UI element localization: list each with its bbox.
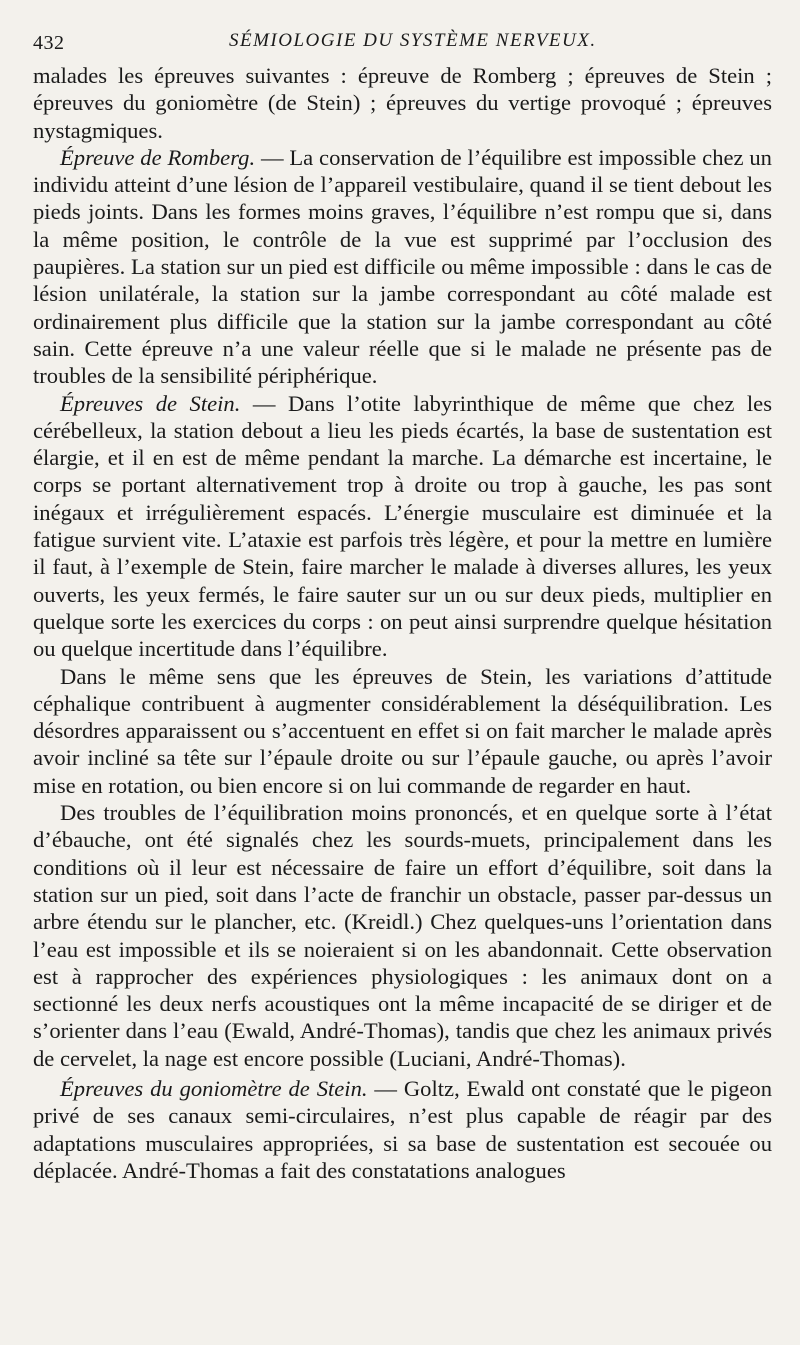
section-heading-stein: Épreuves de Stein. [60, 390, 241, 416]
paragraph-text: — La conservation de l’équilibre est impossible chez un individu atteint d’une lésion de l’appareil vestibulaire, quand il se tient debout les pieds joints. Dans les formes moins graves, l’équilibre n’est rompu que si, dans la même position, le contrôle de la vue est supprimé par l’occlusion des paupières. La station sur un pied est difficile ou même impossible : dans le cas de lésion unilatérale, la station sur la jambe correspondant au côté malade est ordinairement plus difficile que la station sur la jambe correspondant au côté sain. Cette épreuve n’a une valeur réelle que si le malade ne présente pas de troubles de la sensibilité périphérique. [33, 144, 772, 389]
page-header [33, 0, 772, 62]
section-heading-romberg: Épreuve de Romberg. [60, 144, 256, 170]
body-text [33, 62, 772, 1184]
paragraph-romberg [33, 144, 772, 390]
paragraph-text: — Goltz, Ewald ont constaté que le pigeon privé de ses canaux semi-circulaires, n’est plus capable de réagir par des adaptations musculaires appropriées, si sa base de sustentation est secouée ou déplacée. André-Thomas a fait des constatations analogues [33, 1075, 772, 1183]
paragraph-attitude [33, 663, 772, 799]
paragraph-text: malades les épreuves suivantes : épreuve de Romberg ; épreuves de Stein ; épreuves du goniomètre (de Stein) ; épreuves du vertige provoqué ; épreuves nystagmiques. [33, 63, 772, 143]
running-title: SÉMIOLOGIE DU SYSTÈME NERVEUX. [229, 30, 597, 51]
paragraph-sourds-muets [33, 799, 772, 1072]
paragraph-text: — Dans l’otite labyrinthique de même que chez les cérébelleux, la station debout a lieu les pieds écartés, la base de sustentation est élargie, et il en est de même pendant la marche. La démarche est incertaine, le corps se portant alternativement trop à droite ou trop à gauche, les pas sont inégaux et irrégulièrement espacés. L’énergie musculaire est diminuée et la fatigue survient vite. L’ataxie est parfois très légère, et pour la mettre en lumière il faut, à l’exemple de Stein, faire marcher le malade à diverses allures, les yeux ouverts, les yeux fermés, le faire sauter sur un ou sur deux pieds, multiplier en quelque sorte les exercices du corps : on peut ainsi surprendre quelque hésitation ou quelque incertitude dans l’équilibre. [33, 390, 772, 662]
section-heading-goniometre: Épreuves du goniomètre de Stein. [60, 1075, 368, 1101]
paragraph-stein [33, 390, 772, 663]
paragraph-goniometre [33, 1075, 772, 1184]
paragraph-intro [33, 62, 772, 144]
page-number: 432 [33, 32, 65, 54]
paragraph-text: Des troubles de l’équilibration moins prononcés, et en quelque sorte à l’état d’ébauche, ont été signalés chez les sourds-muets, principalement dans les conditions où il leur est nécessaire de faire un effort d’équilibre, soit dans la station sur un pied, soit dans l’acte de franchir un obstacle, passer par-dessus un arbre étendu sur le plancher, etc. (Kreidl.) Chez quelques-uns l’orientation dans l’eau est impossible et ils se noieraient si on les abandonnait. Cette observation est à rapprocher des expériences physiologiques : les animaux dont on a sectionné les deux nerfs acoustiques ont la même incapacité de se diriger et de s’orienter dans l’eau (Ewald, André-Thomas), tandis que chez les animaux privés de cervelet, la nage est encore possible (Luciani, André-Thomas). [33, 800, 772, 1071]
paragraph-text: Dans le même sens que les épreuves de Stein, les variations d’attitude céphalique contribuent à augmenter considérablement la déséquilibration. Les désordres apparaissent ou s’accentuent en effet si on fait marcher le malade après avoir incliné sa tête sur l’épaule droite ou sur l’épaule gauche, ou après l’avoir mise en rotation, ou bien encore si on lui commande de regarder en haut. [33, 663, 772, 798]
